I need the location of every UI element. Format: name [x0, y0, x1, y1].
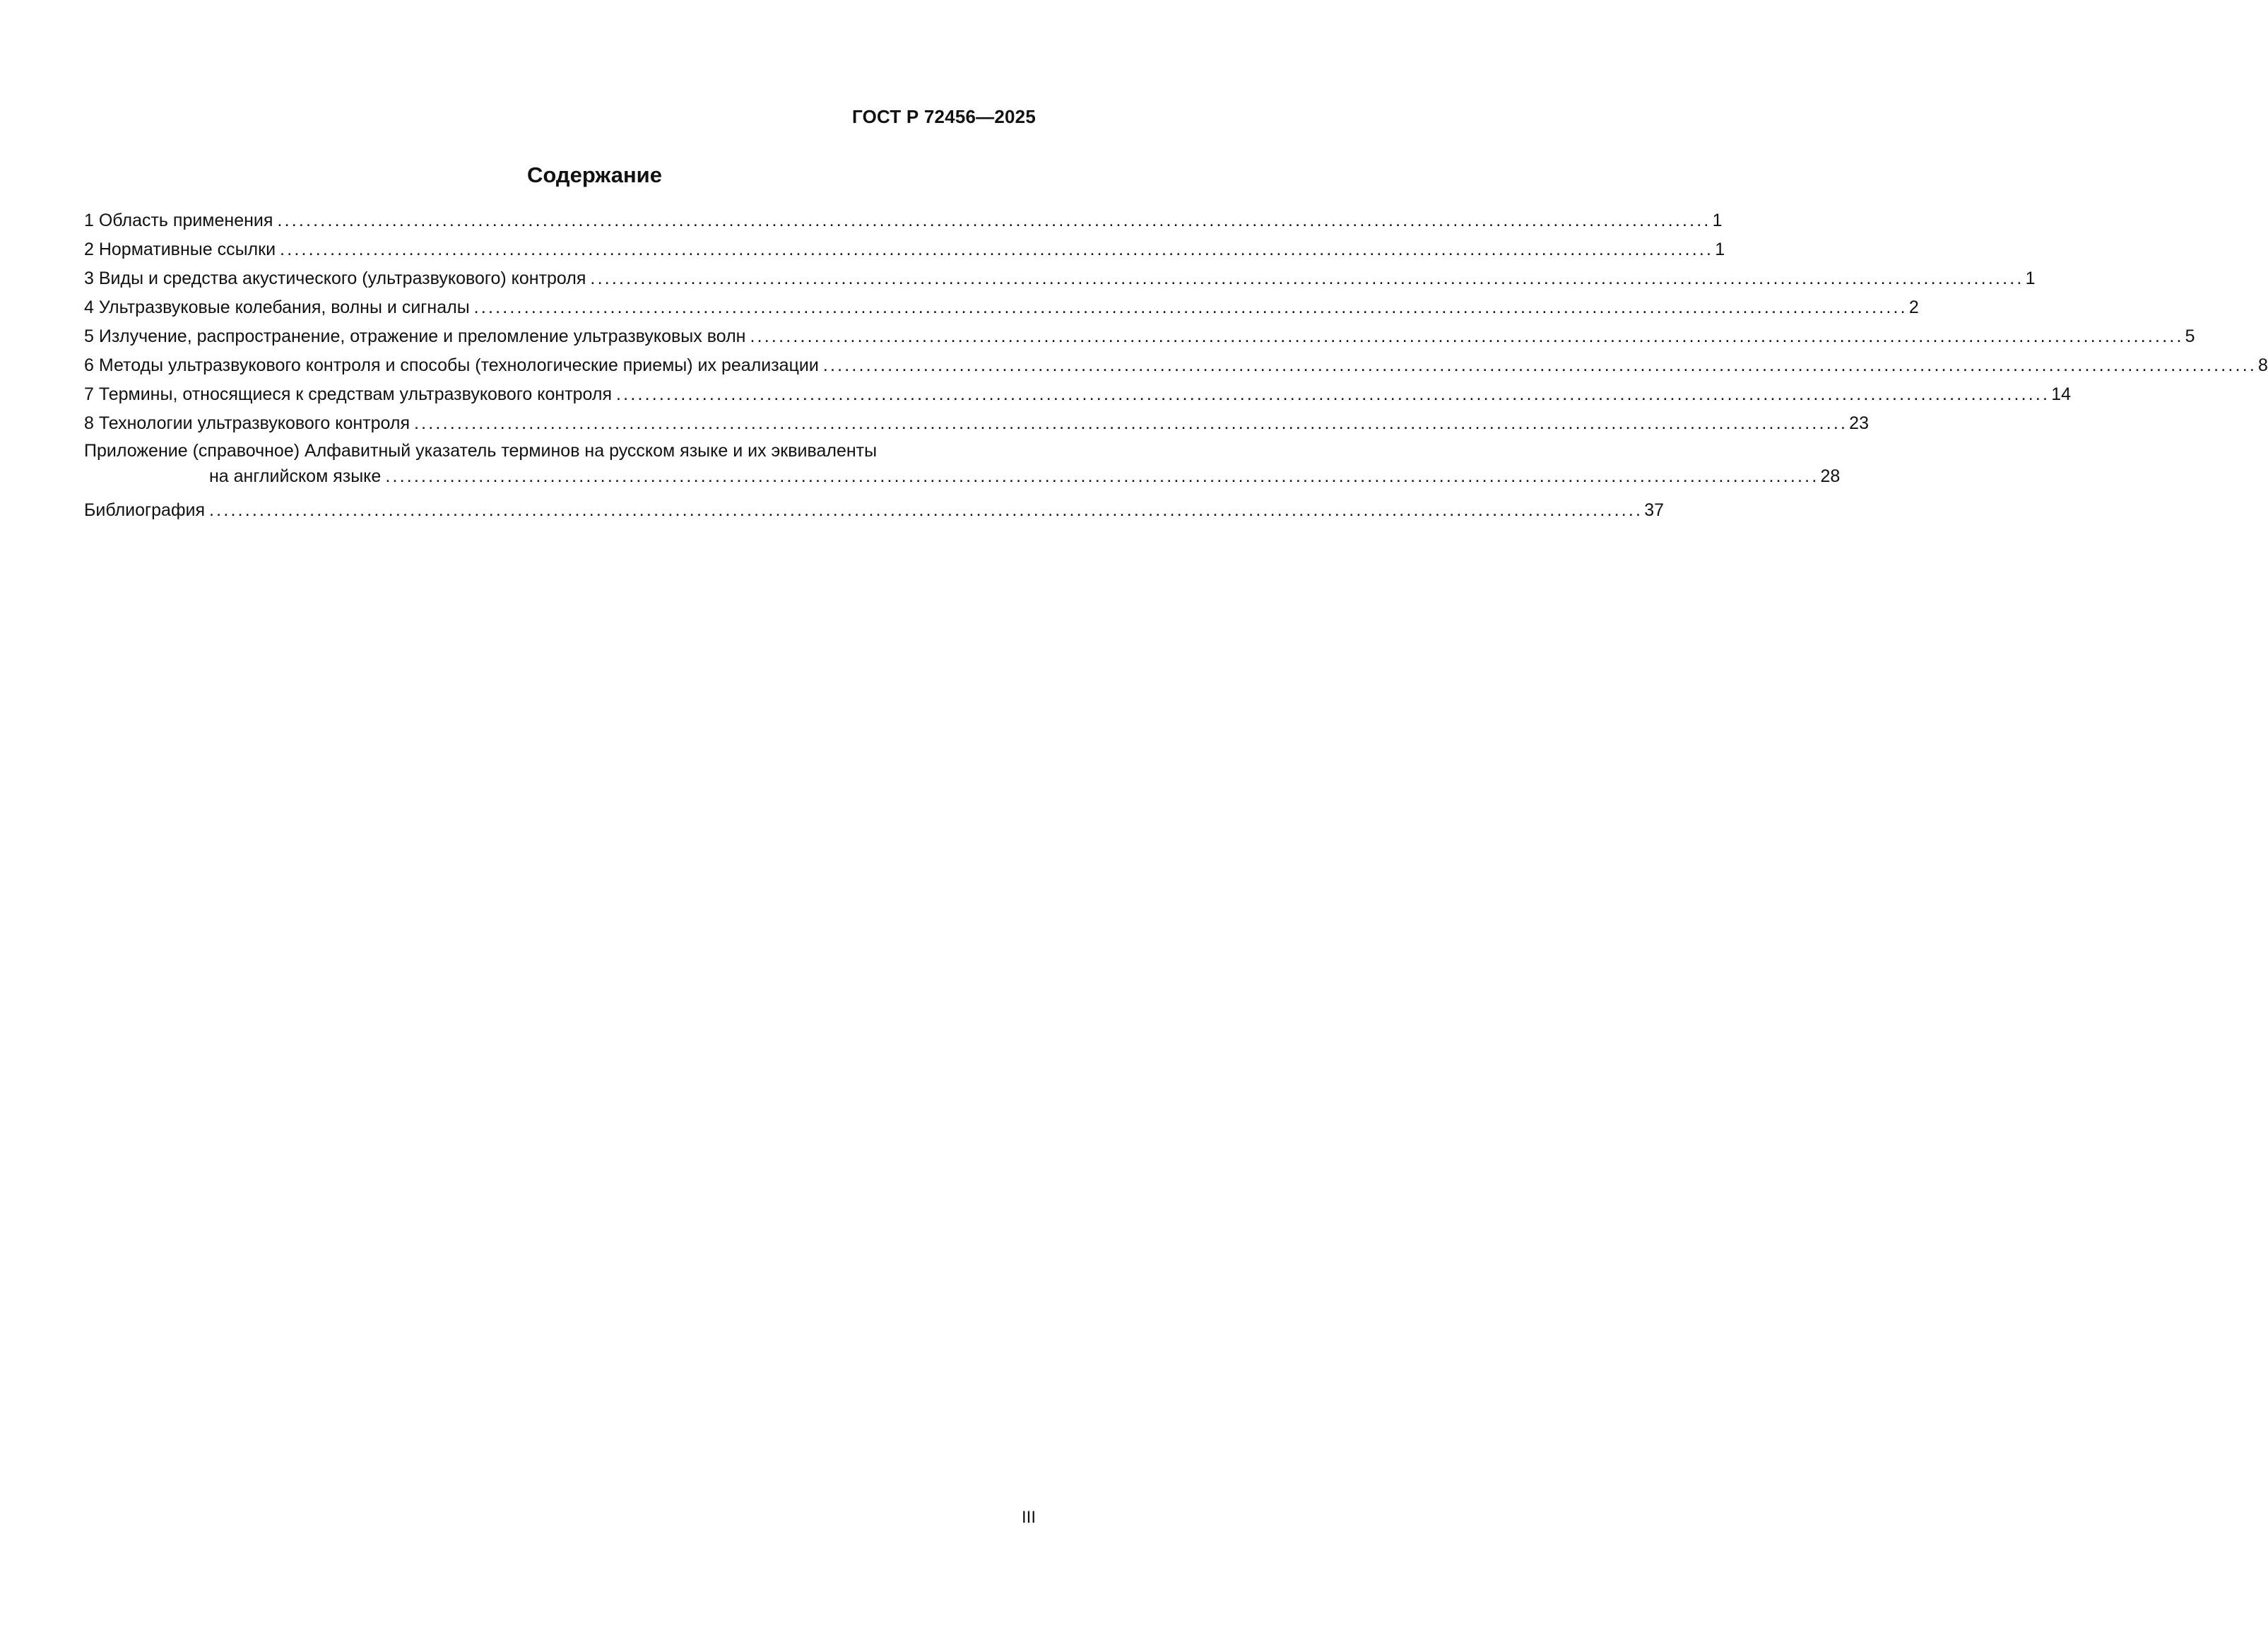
- toc-entry[interactable]: [84, 322, 2195, 351]
- toc-leader-dots: ........................................................................................................................................................................................................: [590, 269, 2024, 288]
- toc-entry-page: 1: [1715, 240, 1725, 259]
- toc-entry-text: 6 Методы ультразвукового контроля и способы (технологические приемы) их реализации: [84, 351, 823, 380]
- toc-title: Содержание: [527, 163, 662, 187]
- toc-entry-text-continuation: на английском языке: [209, 464, 385, 489]
- toc-entry[interactable]: [84, 206, 1723, 235]
- toc-leader-dots: ........................................................................................................................................................................................................: [750, 326, 2184, 346]
- toc-entry-page: 14: [2051, 384, 2072, 404]
- toc-entry[interactable]: [84, 496, 1665, 525]
- toc-entry-text: Приложение (справочное) Алфавитный указатель терминов на русском языке и их эквиваленты: [84, 441, 878, 461]
- toc-entry[interactable]: [84, 351, 2268, 380]
- toc-entry-page: 37: [1644, 500, 1665, 520]
- toc-leader-dots: ........................................................................................................................................................................................................: [414, 413, 1848, 433]
- toc-entry-page: 28: [1820, 466, 1841, 486]
- toc-entry-page: 1: [2025, 269, 2036, 288]
- toc-entry-appendix[interactable]: [84, 438, 1841, 496]
- toc-entry[interactable]: [84, 409, 1869, 438]
- toc-entry[interactable]: [84, 380, 2072, 409]
- toc-leader-dots: ........................................................................................................................................................................................................: [616, 384, 2050, 404]
- toc-entry-text: 8 Технологии ультразвукового контроля: [84, 409, 414, 438]
- toc-entry-page: 5: [2185, 326, 2195, 346]
- toc-entry-text: 2 Нормативные ссылки: [84, 235, 280, 264]
- toc-entry[interactable]: [84, 293, 1919, 322]
- toc-entry[interactable]: [84, 235, 1725, 264]
- toc-entry-text: 3 Виды и средства акустического (ультразвукового) контроля: [84, 264, 590, 293]
- toc-entry-text: 7 Термины, относящиеся к средствам ультразвукового контроля: [84, 380, 616, 409]
- toc-entry-page: 1: [1712, 211, 1723, 230]
- toc-leader-dots: ........................................................................................................................................................................................................: [473, 297, 1908, 317]
- toc-leader-dots: ........................................................................................................................................................................................................: [209, 500, 1643, 520]
- toc-leader-dots: ........................................................................................................................................................................................................: [280, 240, 1714, 259]
- toc-entry-page: 8: [2258, 355, 2268, 375]
- document-code: ГОСТ Р 72456—2025: [852, 106, 1036, 127]
- toc-entry[interactable]: [84, 264, 2036, 293]
- toc-entry-text: 5 Излучение, распространение, отражение и преломление ультразвуковых волн: [84, 322, 750, 351]
- toc-entry-page: 23: [1849, 413, 1869, 433]
- toc-leader-dots: ........................................................................................................................................................................................................: [385, 466, 1819, 486]
- toc-entry-text: Библиография: [84, 496, 209, 525]
- toc-entry-page: 2: [1908, 297, 1919, 317]
- toc-entry-text: 1 Область применения: [84, 206, 277, 235]
- toc-leader-dots: ........................................................................................................................................................................................................: [277, 211, 1711, 230]
- toc-leader-dots: ........................................................................................................................................................................................................: [822, 355, 2257, 375]
- page-number: III: [1021, 1508, 1036, 1527]
- table-of-contents: [84, 206, 2268, 525]
- toc-entry-text: 4 Ультразвуковые колебания, волны и сигналы: [84, 293, 474, 322]
